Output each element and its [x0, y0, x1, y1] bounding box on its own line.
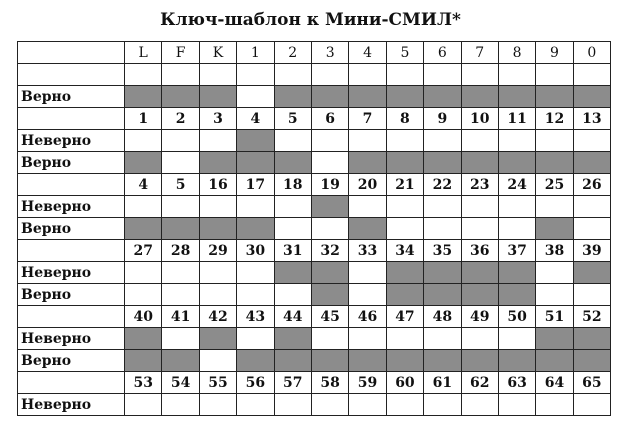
answer-cell [573, 284, 610, 306]
item-number-cell: 3 [199, 108, 236, 130]
answer-cell [461, 218, 498, 240]
answer-cell [536, 218, 573, 240]
answer-cell [498, 86, 535, 108]
answer-cell [349, 218, 386, 240]
item-number-cell: 12 [536, 108, 573, 130]
answer-cell [274, 350, 311, 372]
table-row [18, 130, 611, 152]
answer-cell [162, 64, 199, 86]
answer-cell [237, 152, 274, 174]
answer-cell [125, 64, 162, 86]
answer-cell [573, 86, 610, 108]
answer-cell [536, 284, 573, 306]
row-label: Верно [18, 284, 125, 306]
item-number-cell: 28 [162, 240, 199, 262]
answer-cell [199, 64, 236, 86]
answer-cell [311, 152, 348, 174]
answer-cell [125, 394, 162, 416]
answer-cell [311, 350, 348, 372]
answer-cell [162, 86, 199, 108]
answer-cell [424, 328, 461, 350]
row-label: Неверно [18, 196, 125, 218]
scale-header-cell: 6 [424, 42, 461, 64]
item-number-cell: 49 [461, 306, 498, 328]
item-number-cell: 8 [386, 108, 423, 130]
scale-header-cell: 4 [349, 42, 386, 64]
scale-header-cell: K [199, 42, 236, 64]
answer-cell [573, 394, 610, 416]
answer-cell [274, 284, 311, 306]
answer-cell [536, 328, 573, 350]
answer-cell [199, 328, 236, 350]
item-number-cell: 60 [386, 372, 423, 394]
scale-header-cell: 0 [573, 42, 610, 64]
table-row [18, 306, 611, 328]
answer-cell [461, 86, 498, 108]
answer-cell [162, 262, 199, 284]
answer-cell [461, 130, 498, 152]
item-number-cell: 29 [199, 240, 236, 262]
answer-cell [573, 262, 610, 284]
answer-cell [573, 328, 610, 350]
answer-cell [237, 196, 274, 218]
answer-cell [349, 130, 386, 152]
answer-cell [349, 86, 386, 108]
row-label [18, 174, 125, 196]
table-row [18, 218, 611, 240]
row-label: Неверно [18, 394, 125, 416]
answer-cell [461, 350, 498, 372]
item-number-cell: 65 [573, 372, 610, 394]
item-number-cell: 21 [386, 174, 423, 196]
answer-cell [349, 350, 386, 372]
table-row [18, 240, 611, 262]
item-number-cell: 9 [424, 108, 461, 130]
answer-cell [424, 218, 461, 240]
answer-cell [386, 218, 423, 240]
item-number-cell: 4 [125, 174, 162, 196]
answer-cell [461, 262, 498, 284]
answer-cell [274, 64, 311, 86]
item-number-cell: 5 [274, 108, 311, 130]
item-number-cell: 20 [349, 174, 386, 196]
item-number-cell: 40 [125, 306, 162, 328]
table-row [18, 394, 611, 416]
item-number-cell: 25 [536, 174, 573, 196]
item-number-cell: 57 [274, 372, 311, 394]
answer-cell [162, 130, 199, 152]
item-number-cell: 37 [498, 240, 535, 262]
answer-cell [199, 394, 236, 416]
answer-cell [162, 218, 199, 240]
answer-cell [311, 284, 348, 306]
answer-cell [162, 328, 199, 350]
table-row [18, 262, 611, 284]
answer-cell [125, 218, 162, 240]
row-label [18, 108, 125, 130]
answer-cell [498, 262, 535, 284]
answer-cell [199, 350, 236, 372]
answer-cell [125, 350, 162, 372]
answer-cell [349, 196, 386, 218]
answer-cell [536, 394, 573, 416]
item-number-cell: 64 [536, 372, 573, 394]
answer-cell [573, 196, 610, 218]
answer-cell [424, 284, 461, 306]
answer-cell [573, 350, 610, 372]
item-number-cell: 35 [424, 240, 461, 262]
item-number-cell: 16 [199, 174, 236, 196]
item-number-cell: 6 [311, 108, 348, 130]
answer-cell [274, 394, 311, 416]
item-number-cell: 23 [461, 174, 498, 196]
item-number-cell: 32 [311, 240, 348, 262]
table-row [18, 196, 611, 218]
answer-cell [349, 152, 386, 174]
answer-cell [424, 394, 461, 416]
answer-cell [498, 284, 535, 306]
answer-cell [311, 394, 348, 416]
answer-cell [162, 350, 199, 372]
item-number-cell: 39 [573, 240, 610, 262]
answer-cell [424, 130, 461, 152]
scale-header-cell: 2 [274, 42, 311, 64]
answer-cell [573, 64, 610, 86]
answer-cell [125, 86, 162, 108]
answer-cell [162, 196, 199, 218]
answer-cell [386, 86, 423, 108]
item-number-cell: 19 [311, 174, 348, 196]
answer-cell [536, 350, 573, 372]
row-label: Неверно [18, 262, 125, 284]
answer-cell [424, 262, 461, 284]
key-template-table [17, 41, 611, 416]
answer-cell [125, 262, 162, 284]
item-number-cell: 22 [424, 174, 461, 196]
row-label [18, 306, 125, 328]
item-number-cell: 59 [349, 372, 386, 394]
answer-cell [349, 328, 386, 350]
table-row [18, 42, 611, 64]
answer-cell [274, 130, 311, 152]
item-number-cell: 51 [536, 306, 573, 328]
item-number-cell: 31 [274, 240, 311, 262]
item-number-cell: 56 [237, 372, 274, 394]
answer-cell [498, 394, 535, 416]
answer-cell [573, 130, 610, 152]
item-number-cell: 44 [274, 306, 311, 328]
item-number-cell: 34 [386, 240, 423, 262]
answer-cell [461, 394, 498, 416]
item-number-cell: 38 [536, 240, 573, 262]
item-number-cell: 54 [162, 372, 199, 394]
row-label [18, 240, 125, 262]
answer-cell [536, 152, 573, 174]
scale-header-cell: 7 [461, 42, 498, 64]
item-number-cell: 18 [274, 174, 311, 196]
answer-cell [573, 152, 610, 174]
item-number-cell: 63 [498, 372, 535, 394]
item-number-cell: 33 [349, 240, 386, 262]
answer-cell [274, 328, 311, 350]
answer-cell [573, 218, 610, 240]
item-number-cell: 2 [162, 108, 199, 130]
answer-cell [237, 328, 274, 350]
page-title: Ключ-шаблон к Мини-СМИЛ* [160, 10, 461, 30]
item-number-cell: 62 [461, 372, 498, 394]
table-row [18, 108, 611, 130]
table-row [18, 372, 611, 394]
item-number-cell: 61 [424, 372, 461, 394]
table-row [18, 152, 611, 174]
scale-header-cell: 5 [386, 42, 423, 64]
answer-cell [536, 130, 573, 152]
answer-cell [125, 196, 162, 218]
row-label [18, 42, 125, 64]
item-number-cell: 43 [237, 306, 274, 328]
answer-cell [311, 196, 348, 218]
item-number-cell: 7 [349, 108, 386, 130]
answer-cell [237, 394, 274, 416]
table-row [18, 86, 611, 108]
answer-cell [386, 196, 423, 218]
answer-cell [386, 328, 423, 350]
answer-cell [498, 152, 535, 174]
row-label [18, 64, 125, 86]
answer-cell [386, 262, 423, 284]
answer-cell [199, 196, 236, 218]
item-number-cell: 48 [424, 306, 461, 328]
answer-cell [274, 196, 311, 218]
answer-cell [274, 152, 311, 174]
item-number-cell: 53 [125, 372, 162, 394]
answer-cell [311, 328, 348, 350]
item-number-cell: 50 [498, 306, 535, 328]
item-number-cell: 55 [199, 372, 236, 394]
item-number-cell: 47 [386, 306, 423, 328]
answer-cell [461, 196, 498, 218]
answer-cell [386, 394, 423, 416]
table-row [18, 284, 611, 306]
answer-cell [349, 284, 386, 306]
answer-cell [424, 350, 461, 372]
answer-cell [386, 152, 423, 174]
answer-cell [125, 328, 162, 350]
row-label: Верно [18, 86, 125, 108]
answer-cell [311, 262, 348, 284]
answer-cell [237, 350, 274, 372]
answer-cell [237, 64, 274, 86]
answer-cell [311, 64, 348, 86]
item-number-cell: 1 [125, 108, 162, 130]
answer-cell [162, 152, 199, 174]
answer-cell [498, 196, 535, 218]
answer-cell [125, 284, 162, 306]
answer-cell [536, 64, 573, 86]
row-label: Неверно [18, 328, 125, 350]
item-number-cell: 5 [162, 174, 199, 196]
item-number-cell: 13 [573, 108, 610, 130]
item-number-cell: 24 [498, 174, 535, 196]
answer-cell [274, 218, 311, 240]
answer-cell [199, 152, 236, 174]
scale-header-cell: L [125, 42, 162, 64]
answer-cell [424, 152, 461, 174]
scale-header-cell: 8 [498, 42, 535, 64]
answer-cell [237, 86, 274, 108]
item-number-cell: 42 [199, 306, 236, 328]
answer-cell [199, 284, 236, 306]
answer-cell [125, 130, 162, 152]
answer-cell [274, 86, 311, 108]
table-row [18, 64, 611, 86]
scale-header-cell: F [162, 42, 199, 64]
answer-cell [349, 262, 386, 284]
answer-cell [386, 130, 423, 152]
answer-cell [237, 284, 274, 306]
answer-cell [461, 64, 498, 86]
item-number-cell: 11 [498, 108, 535, 130]
answer-cell [498, 350, 535, 372]
table-row [18, 328, 611, 350]
answer-cell [386, 350, 423, 372]
item-number-cell: 45 [311, 306, 348, 328]
item-number-cell: 58 [311, 372, 348, 394]
table-row [18, 350, 611, 372]
answer-cell [536, 196, 573, 218]
answer-cell [461, 284, 498, 306]
answer-cell [536, 262, 573, 284]
answer-cell [349, 64, 386, 86]
row-label [18, 372, 125, 394]
answer-cell [349, 394, 386, 416]
item-number-cell: 4 [237, 108, 274, 130]
answer-cell [199, 86, 236, 108]
scale-header-cell: 9 [536, 42, 573, 64]
answer-cell [162, 284, 199, 306]
answer-cell [386, 284, 423, 306]
answer-cell [311, 218, 348, 240]
scale-header-cell: 1 [237, 42, 274, 64]
item-number-cell: 46 [349, 306, 386, 328]
answer-cell [199, 262, 236, 284]
row-label: Верно [18, 218, 125, 240]
answer-cell [311, 130, 348, 152]
row-label: Неверно [18, 130, 125, 152]
item-number-cell: 36 [461, 240, 498, 262]
answer-cell [498, 130, 535, 152]
answer-cell [424, 64, 461, 86]
item-number-cell: 41 [162, 306, 199, 328]
answer-cell [424, 196, 461, 218]
answer-cell [498, 218, 535, 240]
answer-cell [237, 218, 274, 240]
item-number-cell: 10 [461, 108, 498, 130]
answer-cell [199, 130, 236, 152]
item-number-cell: 52 [573, 306, 610, 328]
item-number-cell: 26 [573, 174, 610, 196]
answer-cell [237, 262, 274, 284]
answer-cell [461, 328, 498, 350]
answer-cell [498, 328, 535, 350]
answer-cell [125, 152, 162, 174]
answer-cell [199, 218, 236, 240]
answer-cell [386, 64, 423, 86]
table-row [18, 174, 611, 196]
answer-cell [461, 152, 498, 174]
answer-cell [311, 86, 348, 108]
answer-cell [162, 394, 199, 416]
scale-header-cell: 3 [311, 42, 348, 64]
answer-cell [536, 86, 573, 108]
item-number-cell: 27 [125, 240, 162, 262]
answer-cell [274, 262, 311, 284]
answer-cell [498, 64, 535, 86]
answer-cell [237, 130, 274, 152]
answer-cell [424, 86, 461, 108]
row-label: Верно [18, 152, 125, 174]
row-label: Верно [18, 350, 125, 372]
item-number-cell: 30 [237, 240, 274, 262]
item-number-cell: 17 [237, 174, 274, 196]
